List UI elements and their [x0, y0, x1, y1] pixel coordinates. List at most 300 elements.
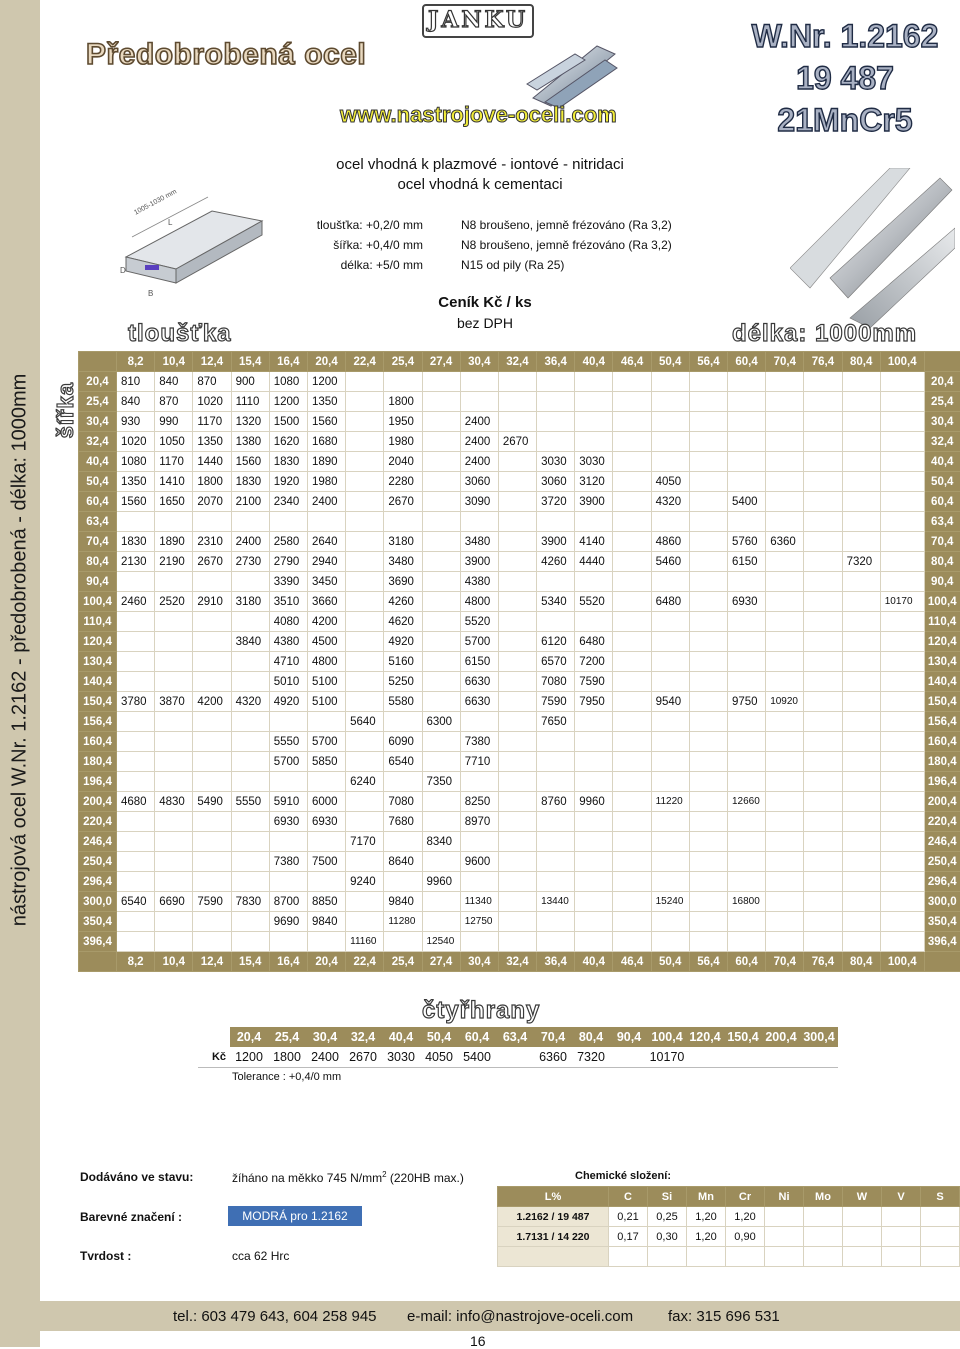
price-cell	[231, 752, 269, 772]
table-row	[79, 932, 960, 952]
price-cell: 4710	[269, 652, 307, 672]
price-cell	[498, 452, 536, 472]
price-cell	[307, 772, 345, 792]
price-cell: 6690	[155, 892, 193, 912]
price-cell	[422, 432, 460, 452]
price-cell	[575, 572, 613, 592]
width-label: 250,4	[79, 852, 117, 872]
width-label-right: 196,4	[924, 772, 960, 792]
thickness-header: 27,4	[422, 952, 460, 972]
price-cell	[766, 712, 804, 732]
chemistry-column: Ni	[765, 1187, 804, 1207]
width-label-right: 350,4	[924, 912, 960, 932]
price-cell: 2670	[193, 552, 231, 572]
price-cell: 7170	[346, 832, 384, 852]
price-cell: 4380	[269, 632, 307, 652]
square-size: 150,4	[724, 1027, 762, 1047]
price-cell	[842, 832, 880, 852]
price-cell: 10170	[880, 592, 924, 612]
company-logo: JANKU	[422, 4, 534, 38]
price-cell	[728, 832, 766, 852]
price-cell: 7350	[422, 772, 460, 792]
square-size: 60,4	[458, 1027, 496, 1047]
thickness-header: 100,4	[880, 952, 924, 972]
price-cell: 3720	[537, 492, 575, 512]
square-price: 5400	[458, 1047, 496, 1068]
price-cell	[613, 772, 651, 792]
price-cell: 1020	[193, 392, 231, 412]
price-cell	[651, 512, 689, 532]
price-cell: 1050	[155, 432, 193, 452]
square-price	[610, 1047, 648, 1068]
price-cell	[613, 612, 651, 632]
price-cell	[842, 872, 880, 892]
price-cell	[613, 532, 651, 552]
element-value	[609, 1247, 648, 1267]
price-cell	[422, 792, 460, 812]
price-cell	[689, 572, 727, 592]
price-cell	[155, 812, 193, 832]
price-cell	[269, 512, 307, 532]
price-cell	[651, 612, 689, 632]
price-cell: 1890	[155, 532, 193, 552]
grade-din: 21MnCr5	[750, 102, 940, 139]
thickness-header: 22,4	[346, 352, 384, 372]
price-cell	[498, 732, 536, 752]
price-cell	[231, 772, 269, 792]
table-row	[79, 552, 960, 572]
price-cell	[269, 772, 307, 792]
price-cell	[842, 692, 880, 712]
price-cell	[575, 832, 613, 852]
price-cell: 8640	[384, 852, 422, 872]
price-cell	[842, 412, 880, 432]
price-cell: 2940	[307, 552, 345, 572]
price-list-subtitle: bez DPH	[395, 315, 575, 331]
element-value: 1,20	[687, 1207, 726, 1227]
price-cell	[537, 772, 575, 792]
price-cell	[193, 732, 231, 752]
width-label-right: 120,4	[924, 632, 960, 652]
price-cell	[346, 892, 384, 912]
price-cell: 15240	[651, 892, 689, 912]
price-cell: 3870	[155, 692, 193, 712]
price-cell	[842, 812, 880, 832]
steel-bars-icon	[525, 40, 621, 110]
price-cell	[804, 432, 842, 452]
element-value	[804, 1207, 843, 1227]
width-label: 70,4	[79, 532, 117, 552]
table-row	[79, 852, 960, 872]
price-cell	[117, 932, 155, 952]
price-cell	[155, 632, 193, 652]
price-cell	[804, 532, 842, 552]
table-row	[79, 752, 960, 772]
price-cell	[575, 712, 613, 732]
price-cell	[384, 712, 422, 732]
price-cell	[804, 512, 842, 532]
width-label: 90,4	[79, 572, 117, 592]
price-cell: 4380	[460, 572, 498, 592]
price-cell: 12660	[728, 792, 766, 812]
price-cell: 7200	[575, 652, 613, 672]
price-cell	[346, 552, 384, 572]
price-cell	[231, 932, 269, 952]
chemistry-column: Mn	[687, 1187, 726, 1207]
price-cell	[117, 912, 155, 932]
price-cell	[689, 672, 727, 692]
price-cell: 3900	[575, 492, 613, 512]
price-cell	[346, 392, 384, 412]
price-cell: 3480	[384, 552, 422, 572]
price-cell	[346, 792, 384, 812]
width-label: 350,4	[79, 912, 117, 932]
price-cell: 3030	[537, 452, 575, 472]
width-label-right: 30,4	[924, 412, 960, 432]
thickness-header: 30,4	[460, 952, 498, 972]
price-cell: 2400	[231, 532, 269, 552]
price-cell	[880, 572, 924, 592]
price-cell: 3780	[117, 692, 155, 712]
price-cell: 13440	[537, 892, 575, 912]
price-cell	[346, 672, 384, 692]
square-price: 1200	[230, 1047, 268, 1068]
price-cell	[766, 732, 804, 752]
price-cell	[804, 612, 842, 632]
price-cell	[422, 912, 460, 932]
price-cell: 4080	[269, 612, 307, 632]
price-cell	[117, 512, 155, 532]
price-cell	[460, 512, 498, 532]
price-cell	[193, 772, 231, 792]
price-cell	[422, 492, 460, 512]
price-cell	[651, 392, 689, 412]
price-cell	[537, 852, 575, 872]
price-cell: 6540	[117, 892, 155, 912]
price-cell: 1560	[231, 452, 269, 472]
thickness-header: 27,4	[422, 352, 460, 372]
price-cell	[575, 732, 613, 752]
thickness-header: 56,4	[689, 352, 727, 372]
square-price	[686, 1047, 724, 1068]
hardness-label: Tvrdost :	[80, 1249, 131, 1263]
price-cell	[537, 372, 575, 392]
price-cell	[422, 472, 460, 492]
table-row	[79, 392, 960, 412]
price-cell: 8850	[307, 892, 345, 912]
table-corner	[924, 352, 960, 372]
price-cell	[689, 912, 727, 932]
price-cell: 7590	[575, 672, 613, 692]
price-cell: 5760	[728, 532, 766, 552]
square-corner	[198, 1027, 230, 1047]
price-cell: 10920	[766, 692, 804, 712]
price-cell	[804, 872, 842, 892]
price-cell	[880, 872, 924, 892]
tolerance-length-label: délka: +5/0 mm	[260, 255, 423, 275]
price-cell: 4800	[307, 652, 345, 672]
price-cell: 2130	[117, 552, 155, 572]
price-cell	[689, 452, 727, 472]
price-cell	[651, 372, 689, 392]
table-row	[79, 912, 960, 932]
footer-email[interactable]: e-mail: info@nastrojove-oceli.com	[407, 1308, 633, 1325]
price-cell: 1380	[231, 432, 269, 452]
price-cell	[651, 712, 689, 732]
price-cell	[537, 812, 575, 832]
price-cell	[498, 772, 536, 792]
price-cell	[155, 712, 193, 732]
price-cell: 11220	[651, 792, 689, 812]
price-cell	[804, 592, 842, 612]
price-cell	[346, 612, 384, 632]
price-cell: 2400	[460, 412, 498, 432]
price-cell: 5910	[269, 792, 307, 812]
price-cell	[346, 652, 384, 672]
price-cell	[842, 752, 880, 772]
thickness-label: tloušťka	[128, 320, 232, 348]
price-cell: 5700	[307, 732, 345, 752]
width-label-right: 50,4	[924, 472, 960, 492]
chemistry-title: Chemické složení:	[575, 1170, 671, 1182]
price-cell: 1650	[155, 492, 193, 512]
price-cell	[537, 572, 575, 592]
price-cell	[193, 932, 231, 952]
price-cell: 930	[117, 412, 155, 432]
price-cell	[842, 432, 880, 452]
price-cell	[880, 472, 924, 492]
price-cell	[880, 912, 924, 932]
table-row	[79, 872, 960, 892]
table-row	[79, 712, 960, 732]
price-cell: 6480	[575, 632, 613, 652]
table-row	[79, 572, 960, 592]
price-cell: 1980	[307, 472, 345, 492]
element-value	[765, 1247, 804, 1267]
price-cell	[728, 452, 766, 472]
price-cell	[575, 372, 613, 392]
price-cell: 810	[117, 372, 155, 392]
hardness-value: cca 62 Hrc	[232, 1249, 289, 1263]
table-row	[79, 652, 960, 672]
price-cell	[231, 872, 269, 892]
price-cell	[766, 492, 804, 512]
price-cell: 5700	[460, 632, 498, 652]
price-cell	[117, 852, 155, 872]
price-cell	[689, 632, 727, 652]
price-cell	[689, 612, 727, 632]
price-cell	[880, 692, 924, 712]
price-cell: 840	[117, 392, 155, 412]
price-cell: 4260	[384, 592, 422, 612]
price-cell	[384, 372, 422, 392]
price-cell: 7320	[842, 552, 880, 572]
price-cell: 5490	[193, 792, 231, 812]
price-cell	[804, 932, 842, 952]
price-cell: 7590	[537, 692, 575, 712]
price-cell	[651, 632, 689, 652]
price-cell	[498, 872, 536, 892]
square-price: 7320	[572, 1047, 610, 1068]
price-cell	[498, 572, 536, 592]
width-label: 296,4	[79, 872, 117, 892]
price-cell	[804, 372, 842, 392]
width-label: 80,4	[79, 552, 117, 572]
price-cell	[613, 792, 651, 812]
price-cell	[728, 712, 766, 732]
price-cell	[422, 692, 460, 712]
price-cell	[575, 772, 613, 792]
price-cell	[613, 692, 651, 712]
square-price-row	[198, 1047, 838, 1068]
price-cell	[651, 432, 689, 452]
price-cell	[613, 372, 651, 392]
price-cell: 3510	[269, 592, 307, 612]
price-cell	[575, 852, 613, 872]
price-cell: 4320	[651, 492, 689, 512]
price-cell	[155, 872, 193, 892]
price-cell: 1080	[269, 372, 307, 392]
price-cell	[155, 672, 193, 692]
price-cell: 4830	[155, 792, 193, 812]
price-cell	[155, 612, 193, 632]
width-label-right: 63,4	[924, 512, 960, 532]
price-cell	[804, 912, 842, 932]
price-cell	[842, 672, 880, 692]
price-cell	[117, 632, 155, 652]
width-label-right: 130,4	[924, 652, 960, 672]
price-cell	[269, 932, 307, 952]
price-cell: 6480	[651, 592, 689, 612]
price-cell: 990	[155, 412, 193, 432]
square-price	[800, 1047, 838, 1068]
price-cell	[422, 412, 460, 432]
price-cell	[842, 492, 880, 512]
element-value	[765, 1227, 804, 1247]
price-cell	[498, 612, 536, 632]
price-cell	[231, 512, 269, 532]
price-cell	[766, 512, 804, 532]
price-cell	[728, 852, 766, 872]
tolerance-length-finish: N15 od pily (Ra 25)	[461, 255, 564, 275]
width-label: 150,4	[79, 692, 117, 712]
price-cell	[613, 632, 651, 652]
price-cell	[804, 732, 842, 752]
price-cell: 9960	[422, 872, 460, 892]
delivery-value: žíháno na měkko 745 $N/mm^2$ (220HB max.)	[232, 1170, 464, 1185]
price-cell: 4260	[537, 552, 575, 572]
price-cell	[460, 712, 498, 732]
price-cell	[689, 652, 727, 672]
price-cell	[460, 932, 498, 952]
table-row	[79, 732, 960, 752]
price-cell	[766, 792, 804, 812]
price-cell	[498, 932, 536, 952]
price-cell	[498, 592, 536, 612]
thickness-header: 70,4	[766, 952, 804, 972]
price-cell	[842, 512, 880, 532]
element-value: 0,17	[609, 1227, 648, 1247]
element-value	[882, 1247, 921, 1267]
price-cell	[651, 932, 689, 952]
price-cell	[422, 632, 460, 652]
price-cell	[346, 512, 384, 532]
price-cell	[880, 712, 924, 732]
color-marking-label: Barevné značení :	[80, 1210, 182, 1224]
price-cell	[537, 392, 575, 412]
price-cell	[880, 412, 924, 432]
price-cell	[689, 932, 727, 952]
price-cell: 4440	[575, 552, 613, 572]
price-cell	[728, 812, 766, 832]
square-size: 120,4	[686, 1027, 724, 1047]
square-size: 80,4	[572, 1027, 610, 1047]
price-cell: 9750	[728, 692, 766, 712]
price-cell	[346, 632, 384, 652]
price-cell: 4140	[575, 532, 613, 552]
price-cell: 12750	[460, 912, 498, 932]
price-cell: 2460	[117, 592, 155, 612]
price-cell: 1890	[307, 452, 345, 472]
price-cell	[117, 652, 155, 672]
price-cell: 5400	[728, 492, 766, 512]
square-size: 300,4	[800, 1027, 838, 1047]
width-label-right: 300,0	[924, 892, 960, 912]
price-cell	[689, 552, 727, 572]
price-cell	[689, 532, 727, 552]
price-cell	[155, 652, 193, 672]
width-label-right: 396,4	[924, 932, 960, 952]
chemistry-table	[497, 1186, 960, 1267]
price-cell	[231, 572, 269, 592]
price-cell	[422, 752, 460, 772]
price-cell	[728, 652, 766, 672]
website-link[interactable]: www.nastrojove-oceli.com	[340, 102, 617, 128]
price-cell	[804, 552, 842, 572]
width-label-right: 150,4	[924, 692, 960, 712]
price-cell: 6000	[307, 792, 345, 812]
price-cell	[193, 912, 231, 932]
price-cell	[384, 932, 422, 952]
price-cell: 1170	[193, 412, 231, 432]
width-label: 130,4	[79, 652, 117, 672]
price-cell	[880, 772, 924, 792]
thickness-header: 36,4	[537, 952, 575, 972]
delivery-label: Dodáváno ve stavu:	[80, 1170, 193, 1184]
price-cell	[842, 592, 880, 612]
width-label: 246,4	[79, 832, 117, 852]
price-cell	[880, 752, 924, 772]
price-cell	[117, 812, 155, 832]
price-cell: 6360	[766, 532, 804, 552]
price-cell	[613, 452, 651, 472]
price-cell	[689, 772, 727, 792]
price-cell	[422, 452, 460, 472]
thickness-header: 32,4	[498, 952, 536, 972]
price-cell	[155, 752, 193, 772]
element-value	[921, 1227, 960, 1247]
table-row	[79, 412, 960, 432]
thickness-header: 10,4	[155, 352, 193, 372]
price-cell	[842, 792, 880, 812]
price-cell	[728, 372, 766, 392]
price-cell	[804, 892, 842, 912]
price-cell	[613, 712, 651, 732]
price-cell: 7710	[460, 752, 498, 772]
price-cell: 900	[231, 372, 269, 392]
element-value	[726, 1247, 765, 1267]
price-cell	[651, 852, 689, 872]
